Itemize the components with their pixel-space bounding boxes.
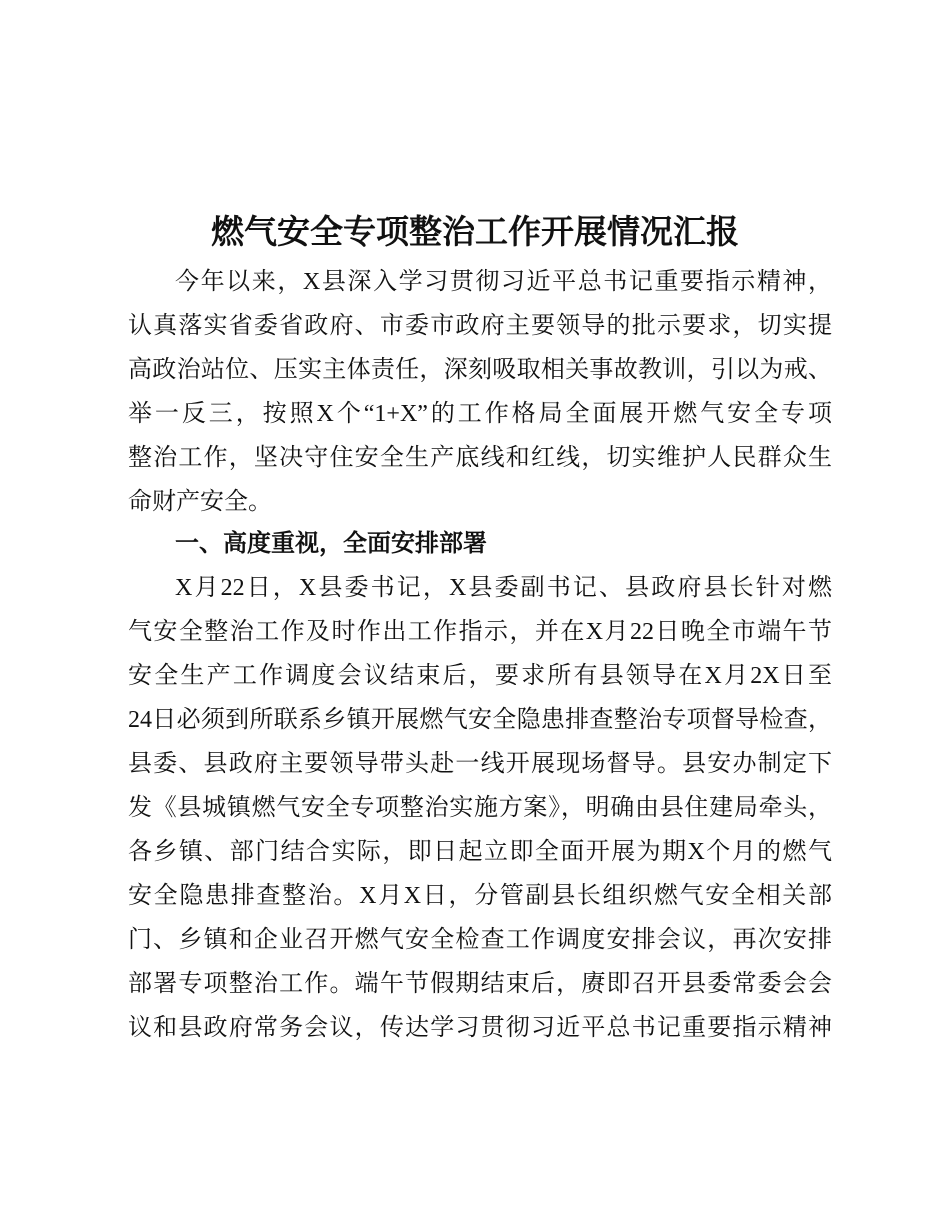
section-heading: 一、高度重视，全面安排部署 (175, 530, 487, 557)
paragraph-line: X月22日，X县委书记，X县委副书记、县政府县长针对燃 (175, 575, 832, 601)
paragraph-line: 部署专项整治工作。端午节假期结束后，赓即召开县委常委会会 (128, 971, 832, 997)
paragraph-line: 议和县政府常务会议，传达学习贯彻习近平总书记重要指示精神 (128, 1015, 832, 1041)
paragraph-line: 命财产安全。 (128, 489, 272, 515)
paragraph-line: 认真落实省委省政府、市委市政府主要领导的批示要求，切实提 (128, 313, 832, 339)
paragraph-line: 县委、县政府主要领导带头赴一线开展现场督导。县安办制定下 (128, 751, 832, 777)
paragraph-line: 安全隐患排查整治。X月X日，分管副县长组织燃气安全相关部 (128, 883, 832, 909)
paragraph-line: 气安全整治工作及时作出工作指示，并在X月22日晚全市端午节 (128, 619, 832, 645)
paragraph-line: 各乡镇、部门结合实际，即日起立即全面开展为期X个月的燃气 (128, 839, 832, 865)
document-title: 燃气安全专项整治工作开展情况汇报 (211, 215, 739, 251)
paragraph-line: 门、乡镇和企业召开燃气安全检查工作调度安排会议，再次安排 (128, 927, 832, 953)
paragraph-line: 举一反三，按照X个“1+X”的工作格局全面展开燃气安全专项 (128, 401, 832, 427)
paragraph-line: 发《县城镇燃气安全专项整治实施方案》，明确由县住建局牵头， (128, 795, 832, 821)
paragraph-line: 今年以来，X县深入学习贯彻习近平总书记重要指示精神， (175, 269, 832, 295)
paragraph-line: 安全生产工作调度会议结束后，要求所有县领导在X月2X日至 (128, 663, 832, 689)
paragraph-line: 整治工作，坚决守住安全生产底线和红线，切实维护人民群众生 (128, 445, 832, 471)
paragraph-line: 24日必须到所联系乡镇开展燃气安全隐患排查整治专项督导检查， (128, 707, 832, 733)
paragraph-line: 高政治站位、压实主体责任，深刻吸取相关事故教训，引以为戒、 (128, 357, 832, 383)
